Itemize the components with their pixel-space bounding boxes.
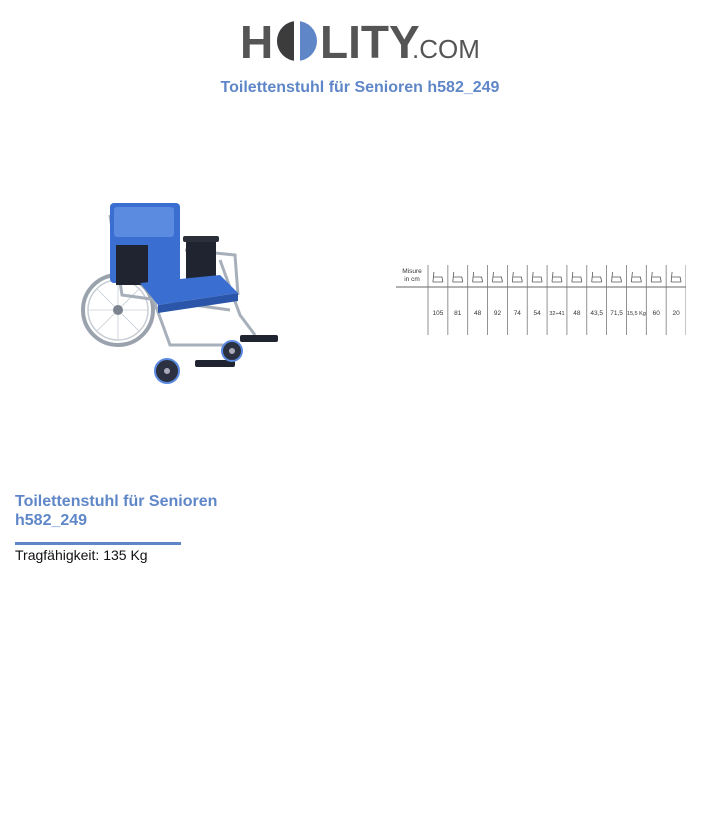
dimension-pictogram-icon	[572, 272, 582, 282]
dimension-pictogram-icon	[552, 272, 562, 282]
product-heading-line1: Toilettenstuhl für Senioren	[15, 493, 218, 510]
dimension-pictogram-icon	[433, 272, 443, 282]
dimension-pictogram-icon	[592, 272, 602, 282]
product-heading-line2: h582_249	[15, 512, 88, 529]
size-table-value: 54	[533, 310, 541, 317]
size-table-value: 43,5	[590, 310, 604, 317]
dimension-pictogram-icon	[612, 272, 622, 282]
size-table-value: 60	[652, 310, 660, 317]
size-table-value: 32÷41	[549, 311, 565, 317]
heading-divider	[15, 542, 181, 545]
size-table-value: 92	[493, 310, 502, 317]
product-heading	[15, 492, 245, 530]
holity-logo[interactable]	[240, 10, 500, 70]
logo-letter-h: H	[240, 16, 274, 68]
size-table-value: 105	[432, 310, 444, 317]
logo-o-icon	[277, 19, 317, 63]
size-table-value: 15,5 Kg	[626, 311, 646, 317]
dimension-pictogram-icon	[671, 272, 681, 282]
logo-letters-lity: LITY	[320, 16, 420, 68]
dimension-pictogram-icon	[651, 272, 661, 282]
dimension-pictogram-icon	[512, 272, 522, 282]
wheelchair-commode-image	[80, 195, 285, 395]
size-table-header-line2: in cm	[404, 276, 420, 283]
logo-com: .COM	[412, 34, 480, 64]
size-table-value: 20	[672, 310, 680, 317]
dimension-pictogram-icon	[631, 272, 641, 282]
page-title: Toilettenstuhl für Senioren h582_249	[220, 79, 500, 96]
dimension-pictogram-icon	[473, 272, 483, 282]
size-table-value: 71,5	[610, 310, 623, 317]
dimension-pictogram-icon	[492, 272, 502, 282]
size-table-value: 74	[513, 310, 521, 317]
load-capacity-text: Tragfähigkeit: 135 Kg	[15, 547, 148, 563]
dimension-pictogram-icon	[532, 272, 542, 282]
size-table-value: 81	[454, 310, 462, 317]
size-table-value: 48	[573, 310, 581, 317]
size-table-header-line1: Misure	[402, 268, 422, 275]
size-table	[396, 263, 686, 338]
dimension-pictogram-icon	[453, 272, 463, 282]
size-table-value: 48	[473, 310, 482, 317]
